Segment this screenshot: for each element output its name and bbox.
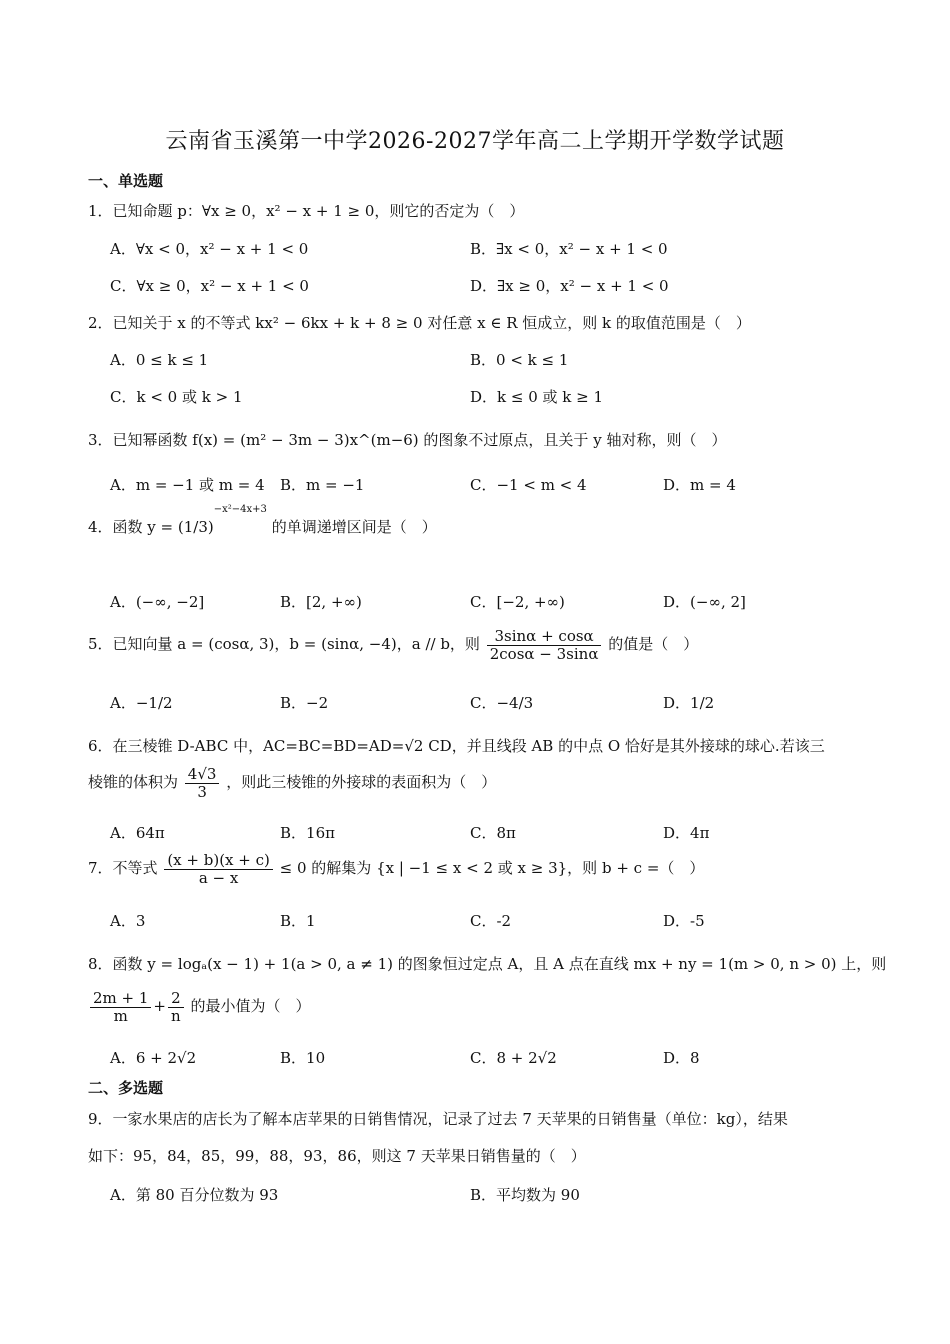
question-8-option-d: D．8 <box>663 1049 700 1067</box>
question-8-fraction-1 <box>90 990 151 1024</box>
question-7-option-b: B．1 <box>280 912 316 930</box>
question-8-fraction-2 <box>168 990 184 1024</box>
question-4-option-c: C．[−2, +∞) <box>470 593 565 611</box>
question-1-option-c: C．∀x ≥ 0，x² − x + 1 < 0 <box>110 277 309 295</box>
question-9-option-b: B．平均数为 90 <box>470 1186 580 1204</box>
question-5-option-c: C．−4/3 <box>470 694 534 712</box>
question-8-option-a: A．6 + 2√2 <box>110 1049 197 1067</box>
question-7-option-a: A．3 <box>110 912 146 930</box>
question-4-exponent: −x²−4x+3 <box>213 504 267 515</box>
question-8-fraction-2-denominator: n <box>171 1006 181 1025</box>
question-3-stem: 3．已知幂函数 f(x) = (m² − 3m − 3)x^(m−6) 的图象不过原点，且关于 y 轴对称，则（ ） <box>88 431 727 449</box>
question-7-fraction-numerator: (x + b)(x + c) <box>164 852 273 870</box>
question-4-option-a: A．(−∞, −2] <box>110 593 205 611</box>
question-3-option-b: B．m = −1 <box>280 476 365 494</box>
question-7-option-d: D．-5 <box>663 912 705 930</box>
question-4-option-d: D．(−∞, 2] <box>663 593 746 611</box>
question-8-fraction-2-numerator: 2 <box>168 990 184 1008</box>
question-6-option-c: C．8π <box>470 824 516 842</box>
question-4-stem <box>88 504 437 537</box>
question-8-fraction-1-denominator: m <box>113 1006 128 1025</box>
question-9-line-2: 如下：95，84，85，99，88，93，86，则这 7 天苹果日销售量的（ ） <box>88 1147 586 1165</box>
question-6-volume-denominator: 3 <box>197 782 207 801</box>
question-7-stem-pre: 7．不等式 <box>88 859 158 877</box>
question-5-stem-pre: 5．已知向量 a = (cosα, 3)，b = (sinα, −4)，a // b，则 <box>88 635 480 653</box>
question-1-stem: 1．已知命题 p：∀x ≥ 0，x² − x + 1 ≥ 0，则它的否定为（ ） <box>88 202 525 220</box>
question-1-option-b: B．∃x < 0，x² − x + 1 < 0 <box>470 240 668 258</box>
question-6-line-2-pre: 棱锥的体积为 <box>88 773 179 791</box>
question-2-option-c: C．k < 0 或 k > 1 <box>110 388 243 406</box>
question-8-line-1: 8．函数 y = logₐ(x − 1) + 1(a > 0, a ≠ 1) 的图象恒过定点 A，且 A 点在直线 mx + ny = 1(m > 0, n > 0) 上，则 <box>88 955 887 973</box>
question-8-fraction-1-numerator: 2m + 1 <box>90 990 151 1008</box>
question-6-line-1: 6．在三棱锥 D-ABC 中，AC=BC=BD=AD=√2 CD，并且线段 AB 的中点 O 恰好是其外接球的球心.若该三 <box>88 737 825 755</box>
question-6-option-a: A．64π <box>110 824 165 842</box>
question-3-option-d: D．m = 4 <box>663 476 736 494</box>
question-3-option-c: C．−1 < m < 4 <box>470 476 587 494</box>
question-2-stem: 2．已知关于 x 的不等式 kx² − 6kx + k + 8 ≥ 0 对任意 x ∈ R 恒成立，则 k 的取值范围是（ ） <box>88 314 751 332</box>
question-5-option-d: D．1/2 <box>663 694 715 712</box>
question-5-fraction-denominator: 2cosα − 3sinα <box>489 644 599 663</box>
question-7-stem <box>88 852 704 886</box>
question-4-stem-post: 的单调递增区间是（ ） <box>271 518 437 536</box>
question-6-line-2 <box>88 766 496 800</box>
question-9-option-a: A．第 80 百分位数为 93 <box>110 1186 279 1204</box>
question-8-option-b: B．10 <box>280 1049 326 1067</box>
question-5-option-a: A．−1/2 <box>110 694 173 712</box>
question-6-volume-fraction <box>185 766 220 800</box>
question-5-fraction-numerator: 3sinα + cosα <box>487 628 602 646</box>
question-4-stem-pre: 4．函数 y = (1/3) <box>88 518 214 536</box>
question-8-line-2-post: 的最小值为（ ） <box>190 997 311 1015</box>
question-3-option-a: A．m = −1 或 m = 4 <box>110 476 265 494</box>
question-8-line-2: $\frac{2m + 1}{m}$ + $\frac{2}{n}$ 的最小值为（ ） <box>88 990 310 1024</box>
question-2-option-b: B．0 < k ≤ 1 <box>470 351 569 369</box>
question-4-option-b: B．[2, +∞) <box>280 593 362 611</box>
question-7-option-c: C．-2 <box>470 912 512 930</box>
question-5-option-b: B．−2 <box>280 694 329 712</box>
question-1-option-a: A．∀x < 0，x² − x + 1 < 0 <box>110 240 309 258</box>
question-6-line-2-post: ，则此三棱锥的外接球的表面积为（ ） <box>226 773 497 791</box>
question-7-stem-post: ≤ 0 的解集为 {x | −1 ≤ x < 2 或 x ≥ 3}，则 b + c =（ ） <box>279 859 705 877</box>
question-6-option-d: D．4π <box>663 824 710 842</box>
question-8-option-c: C．8 + 2√2 <box>470 1049 557 1067</box>
section-multiple-choice: 二、多选题 <box>88 1079 164 1097</box>
question-5-fraction <box>487 628 602 662</box>
question-7-fraction-denominator: a − x <box>198 868 239 887</box>
section-single-choice: 一、单选题 <box>88 172 164 190</box>
question-5-stem-post: 的值是（ ） <box>608 635 699 653</box>
question-5-stem <box>88 628 698 662</box>
question-2-option-d: D．k ≤ 0 或 k ≥ 1 <box>470 388 604 406</box>
question-6-option-b: B．16π <box>280 824 335 842</box>
question-6-volume-numerator: 4√3 <box>185 766 220 784</box>
exam-title: 云南省玉溪第一中学2026-2027学年高二上学期开学数学试题 <box>165 129 785 154</box>
question-9-line-1: 9．一家水果店的店长为了解本店苹果的日销售情况，记录了过去 7 天苹果的日销售量（单位：kg），结果 <box>88 1110 788 1128</box>
question-2-option-a: A．0 ≤ k ≤ 1 <box>110 351 209 369</box>
question-7-fraction <box>164 852 273 886</box>
question-1-option-d: D．∃x ≥ 0，x² − x + 1 < 0 <box>470 277 669 295</box>
